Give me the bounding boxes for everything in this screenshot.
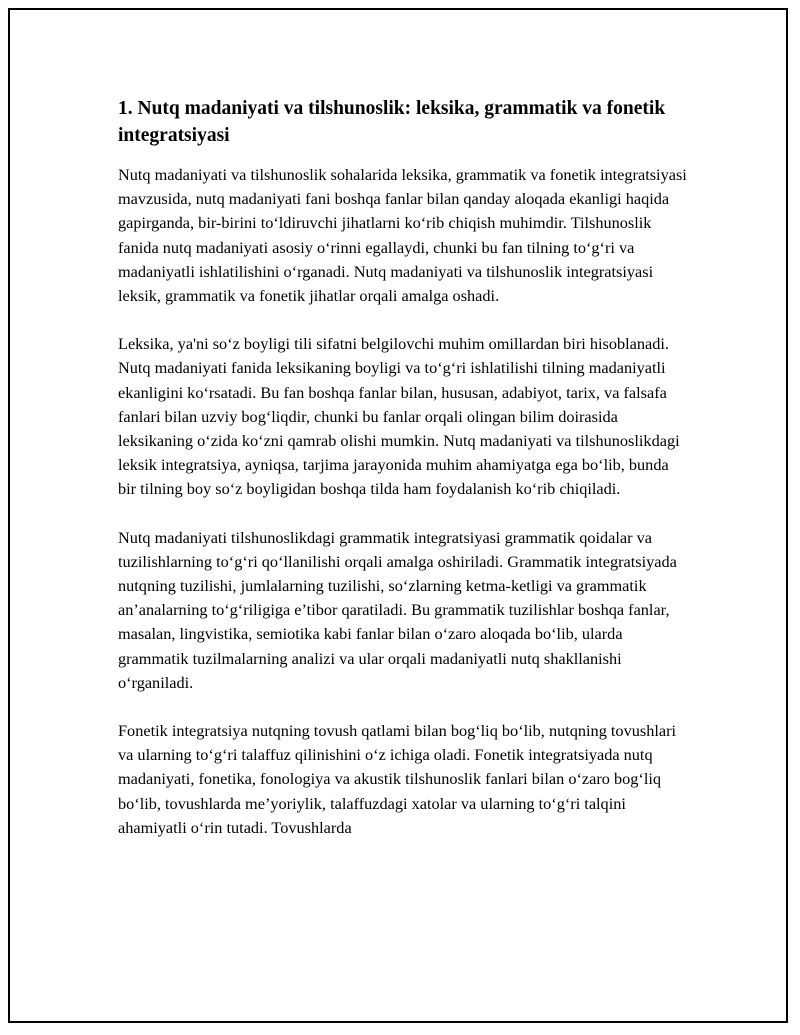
document-body xyxy=(118,95,688,864)
paragraph-4: Fonetik integratsiya nutqning tovush qatlami bilan bog‘liq bo‘lib, nutqning tovushlari va ularning to‘g‘ri talaffuz qilinishini o‘z ichiga oladi. Fonetik integratsiyada nutq madaniyati, fonetika, fonologiya va akustik tilshunoslik fanlari bilan o‘zaro bog‘liq bo‘lib, tovushlarda me’yoriylik, talaffuzdagi xatolar va ularning to‘g‘ri talqini ahamiyatli o‘rin tutadi. Tovushlarda xyxy=(118,721,677,837)
paragraph-1: Nutq madaniyati va tilshunoslik sohalarida leksika, grammatik va fonetik integratsiyasi mavzusida, nutq madaniyati fani boshqa fanlar bilan qanday aloqada ekanligi haqida gapirganda, bir-birini to‘ldiruvchi jihatlarni ko‘rib chiqish muhimdir. Tilshunoslik fanida nutq madaniyati asosiy o‘rinni egallaydi, chunki bu fan tilning to‘g‘ri va madaniyatli ishlatilishini o‘rganadi. Nutq madaniyati va tilshunoslik integratsiyasi leksik, grammatik va fonetik jihatlar orqali amalga oshadi. xyxy=(118,165,687,306)
section-title: 1. Nutq madaniyati va tilshunoslik: leksika, grammatik va fonetik integratsiyasi xyxy=(118,98,666,146)
paragraph-3: Nutq madaniyati tilshunoslikdagi grammatik integratsiyasi grammatik qoidalar va tuzilishlarning to‘g‘ri qo‘llanilishi orqali amalga oshiriladi. Grammatik integratsiyada nutqning tuzilishi, jumlalarning tuzilishi, so‘zlarning ketma-ketligi va grammatik an’analarning to‘g‘riligiga e’tibor qaratiladi. Bu grammatik tuzilishlar boshqa fanlar, masalan, lingvistika, semiotika kabi fanlar bilan o‘zaro aloqada bo‘lib, ularda grammatik tuzilmalarning analizi va ular orqali madaniyatli nutq shakllanishi o‘rganiladi. xyxy=(118,527,677,692)
paragraph-2: Leksika, ya'ni so‘z boyligi tili sifatni belgilovchi muhim omillardan biri hisoblanadi. Nutq madaniyati fanida leksikaning boyligi va to‘g‘ri ishlatilishi tilning madaniyatli ekanligini ko‘rsatadi. Bu fan boshqa fanlar bilan, hususan, adabiyot, tarix, va falsafa fanlari bilan uzviy bog‘liqdir, chunki bu fanlar orqali olingan bilim doirasida leksikaning o‘zida ko‘zni qamrab olishi mumkin. Nutq madaniyati va tilshunoslikdagi leksik integratsiya, ayniqsa, tarjima jarayonida muhim ahamiyatga ega bo‘lib, bunda bir tilning boy so‘z boyligidan boshqa tilda ham foydalanish ko‘rib chiqiladi. xyxy=(118,334,680,499)
